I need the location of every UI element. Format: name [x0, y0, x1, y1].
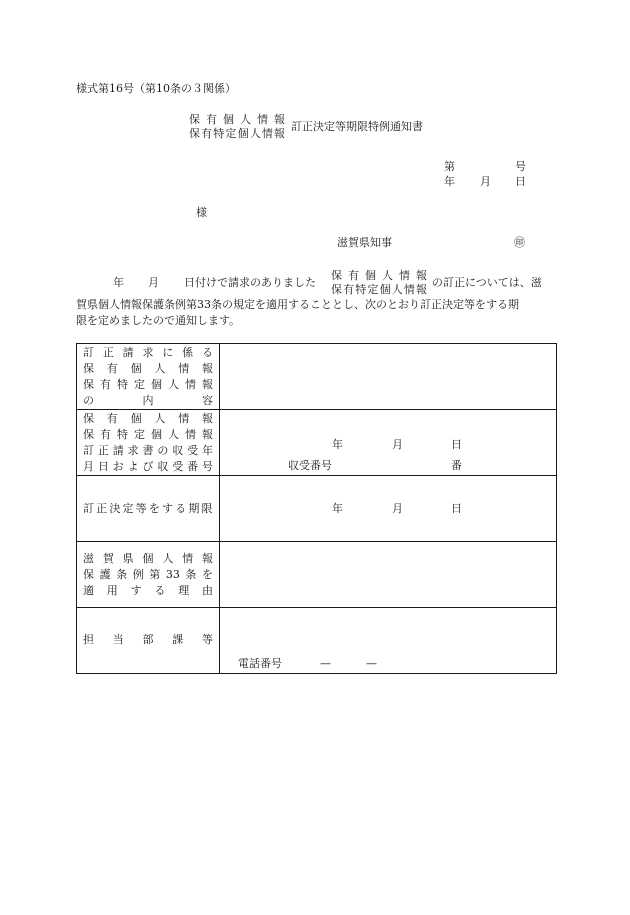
- row1-label-line4: の 内 容: [83, 393, 213, 407]
- title-option-1: 保 有 個 人 情 報: [189, 113, 285, 126]
- row3-day: 日: [451, 501, 462, 515]
- document-title: 訂正決定等期限特例通知書: [291, 120, 423, 133]
- row5-phone-label: 電話番号: [238, 656, 282, 670]
- body-options: [331, 269, 427, 297]
- row3-label: [77, 476, 220, 542]
- row5-dash-1: —: [320, 656, 331, 670]
- row3-label-line1: 訂正決定等をする期限: [83, 501, 213, 515]
- row1-value: [220, 344, 557, 410]
- row3-value: [220, 476, 557, 542]
- body-lead: 日付けで請求のありました: [184, 276, 316, 289]
- row2-day: 日: [451, 437, 462, 451]
- row1-label-line2: 保 有 個 人 情 報: [83, 361, 213, 375]
- row2-label: [77, 410, 220, 476]
- table-row-deadline: [77, 476, 557, 542]
- date-day: 日: [515, 175, 526, 188]
- table-row-correction-content: [77, 344, 557, 410]
- body-line-2: 賀県個人情報保護条例第33条の規定を適用することとし、次のとおり訂正決定等をする期: [76, 298, 519, 311]
- table-row-reason: [77, 542, 557, 608]
- date-month: 月: [480, 175, 491, 188]
- row2-receipt-suffix: 番: [451, 458, 462, 472]
- seal-mark: ㊞: [514, 236, 525, 249]
- body-after-options: の訂正については、滋: [432, 276, 542, 289]
- row5-label-line1: 担 当 部 課 等: [83, 633, 213, 646]
- title-options: [189, 113, 285, 141]
- title-option-2: 保有特定個人情報: [189, 127, 285, 140]
- sender-name: 滋賀県知事: [337, 236, 392, 249]
- number-prefix: 第: [444, 160, 455, 173]
- form-number: 様式第16号（第10条の３関係）: [76, 82, 236, 95]
- row5-dash-2: —: [366, 656, 377, 670]
- row4-label-line2: 保護条例第33条を: [83, 567, 213, 581]
- row4-label-line1: 滋 賀 県 個 人 情 報: [83, 551, 213, 565]
- row2-label-line1: 保 有 個 人 情 報: [83, 411, 213, 425]
- body-line-3: 限を定めましたので通知します。: [76, 314, 241, 327]
- row1-label-line3: 保有特定個人情報: [83, 377, 213, 391]
- row2-month: 月: [392, 437, 403, 451]
- row3-year: 年: [332, 501, 343, 515]
- row1-label: [77, 344, 220, 410]
- row2-label-line3: 訂正請求書の収受年: [83, 443, 213, 457]
- body-option-1: 保 有 個 人 情 報: [331, 269, 427, 282]
- date-year: 年: [444, 175, 455, 188]
- notice-table: [76, 343, 557, 674]
- number-suffix: 号: [515, 160, 526, 173]
- row2-receipt-label: 収受番号: [288, 458, 332, 472]
- row4-value: [220, 542, 557, 608]
- body-year: 年: [113, 276, 124, 289]
- row2-value: [220, 410, 557, 476]
- row4-label-line3: 適 用 す る 理 由: [83, 583, 213, 597]
- row5-label: [77, 608, 220, 674]
- body-option-2: 保有特定個人情報: [331, 283, 427, 296]
- row2-label-line2: 保有特定個人情報: [83, 427, 213, 441]
- row3-month: 月: [392, 501, 403, 515]
- row4-label: [77, 542, 220, 608]
- row2-year: 年: [332, 437, 343, 451]
- row2-label-line4: 月日および収受番号: [83, 459, 213, 473]
- row1-label-line1: 訂 正 請 求 に 係 る: [83, 345, 213, 359]
- recipient-honorific: 様: [196, 206, 207, 219]
- body-month: 月: [148, 276, 159, 289]
- table-row-receipt: [77, 410, 557, 476]
- table-row-department: [77, 608, 557, 674]
- row5-value: [220, 608, 557, 674]
